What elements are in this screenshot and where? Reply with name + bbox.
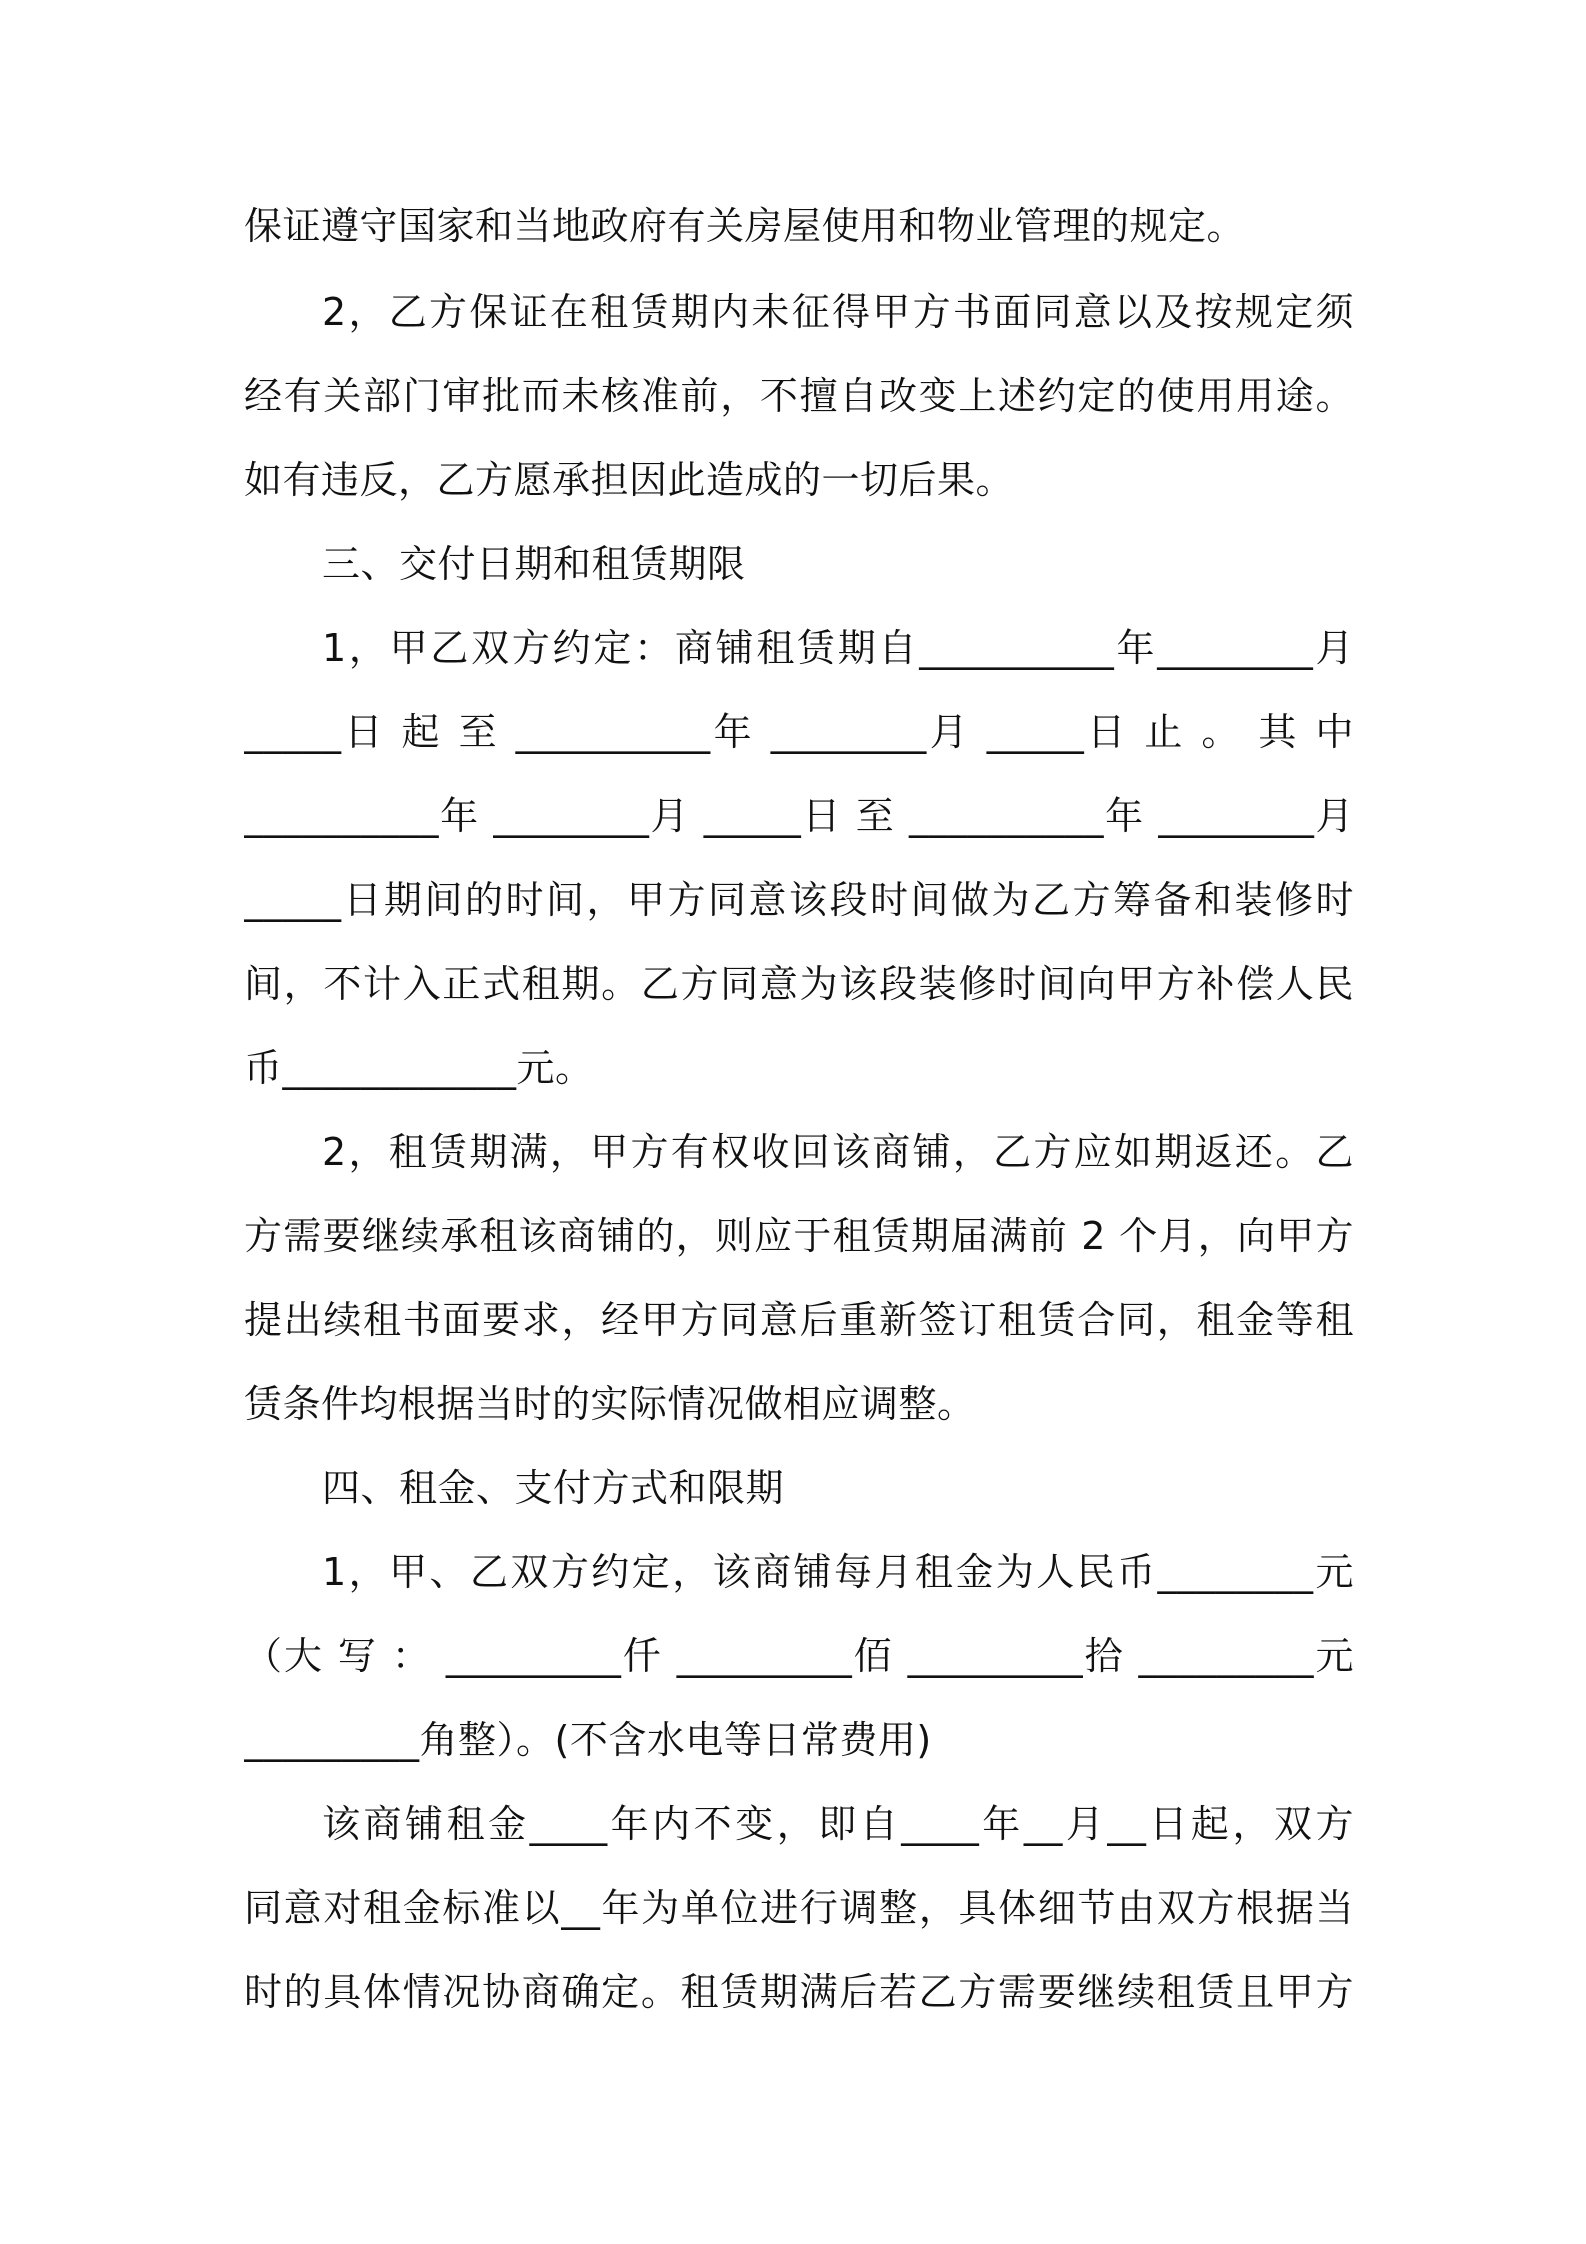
paragraph-line: 赁条件均根据当时的实际情况做相应调整。	[244, 1382, 976, 1426]
paragraph-line: 同意对租金标准以__年为单位进行调整，具体细节由双方根据当	[244, 1886, 1354, 1930]
paragraph-line: _________角整）。(不含水电等日常费用)	[244, 1718, 932, 1762]
paragraph-line: __________年 ________月 _____日 至 __________年 ________月	[244, 794, 1354, 838]
paragraph-line: _____日期间的时间，甲方同意该段时间做为乙方筹备和装修时	[244, 878, 1354, 922]
paragraph-line: 币____________元。	[244, 1046, 594, 1090]
paragraph-line: 方需要继续承租该商铺的，则应于租赁期届满前 2 个月，向甲方	[244, 1214, 1354, 1258]
paragraph-line: 该商铺租金____年内不变，即自____年__月__日起，双方	[322, 1802, 1354, 1846]
paragraph-line: _____日 起 至 __________年 ________月 _____日 止 。 其 中	[244, 710, 1354, 754]
section-heading-3: 三、交付日期和租赁期限	[322, 542, 746, 586]
clause-1-line: 1，甲、乙双方约定，该商铺每月租金为人民币________元	[322, 1550, 1354, 1594]
paragraph-line: 间，不计入正式租期。乙方同意为该段装修时间向甲方补偿人民	[244, 962, 1354, 1006]
paragraph-line: 保证遵守国家和当地政府有关房屋使用和物业管理的规定。	[244, 204, 1246, 248]
clause-1-line: 1，甲乙双方约定：商铺租赁期自__________年________月	[322, 626, 1354, 670]
clause-2-line: 2，租赁期满，甲方有权收回该商铺，乙方应如期返还。乙	[322, 1130, 1354, 1174]
clause-2-line: 2，乙方保证在租赁期内未征得甲方书面同意以及按规定须	[322, 290, 1354, 334]
paragraph-line: 经有关部门审批而未核准前，不擅自改变上述约定的使用用途。	[244, 374, 1354, 418]
section-heading-4: 四、租金、支付方式和限期	[322, 1466, 785, 1510]
paragraph-line: （大 写 ： _________仟 _________佰 _________拾 _________元	[244, 1634, 1354, 1678]
paragraph-line: 时的具体情况协商确定。租赁期满后若乙方需要继续租赁且甲方	[244, 1970, 1354, 2014]
paragraph-line: 提出续租书面要求，经甲方同意后重新签订租赁合同，租金等租	[244, 1298, 1354, 1342]
paragraph-line: 如有违反，乙方愿承担因此造成的一切后果。	[244, 458, 1015, 502]
